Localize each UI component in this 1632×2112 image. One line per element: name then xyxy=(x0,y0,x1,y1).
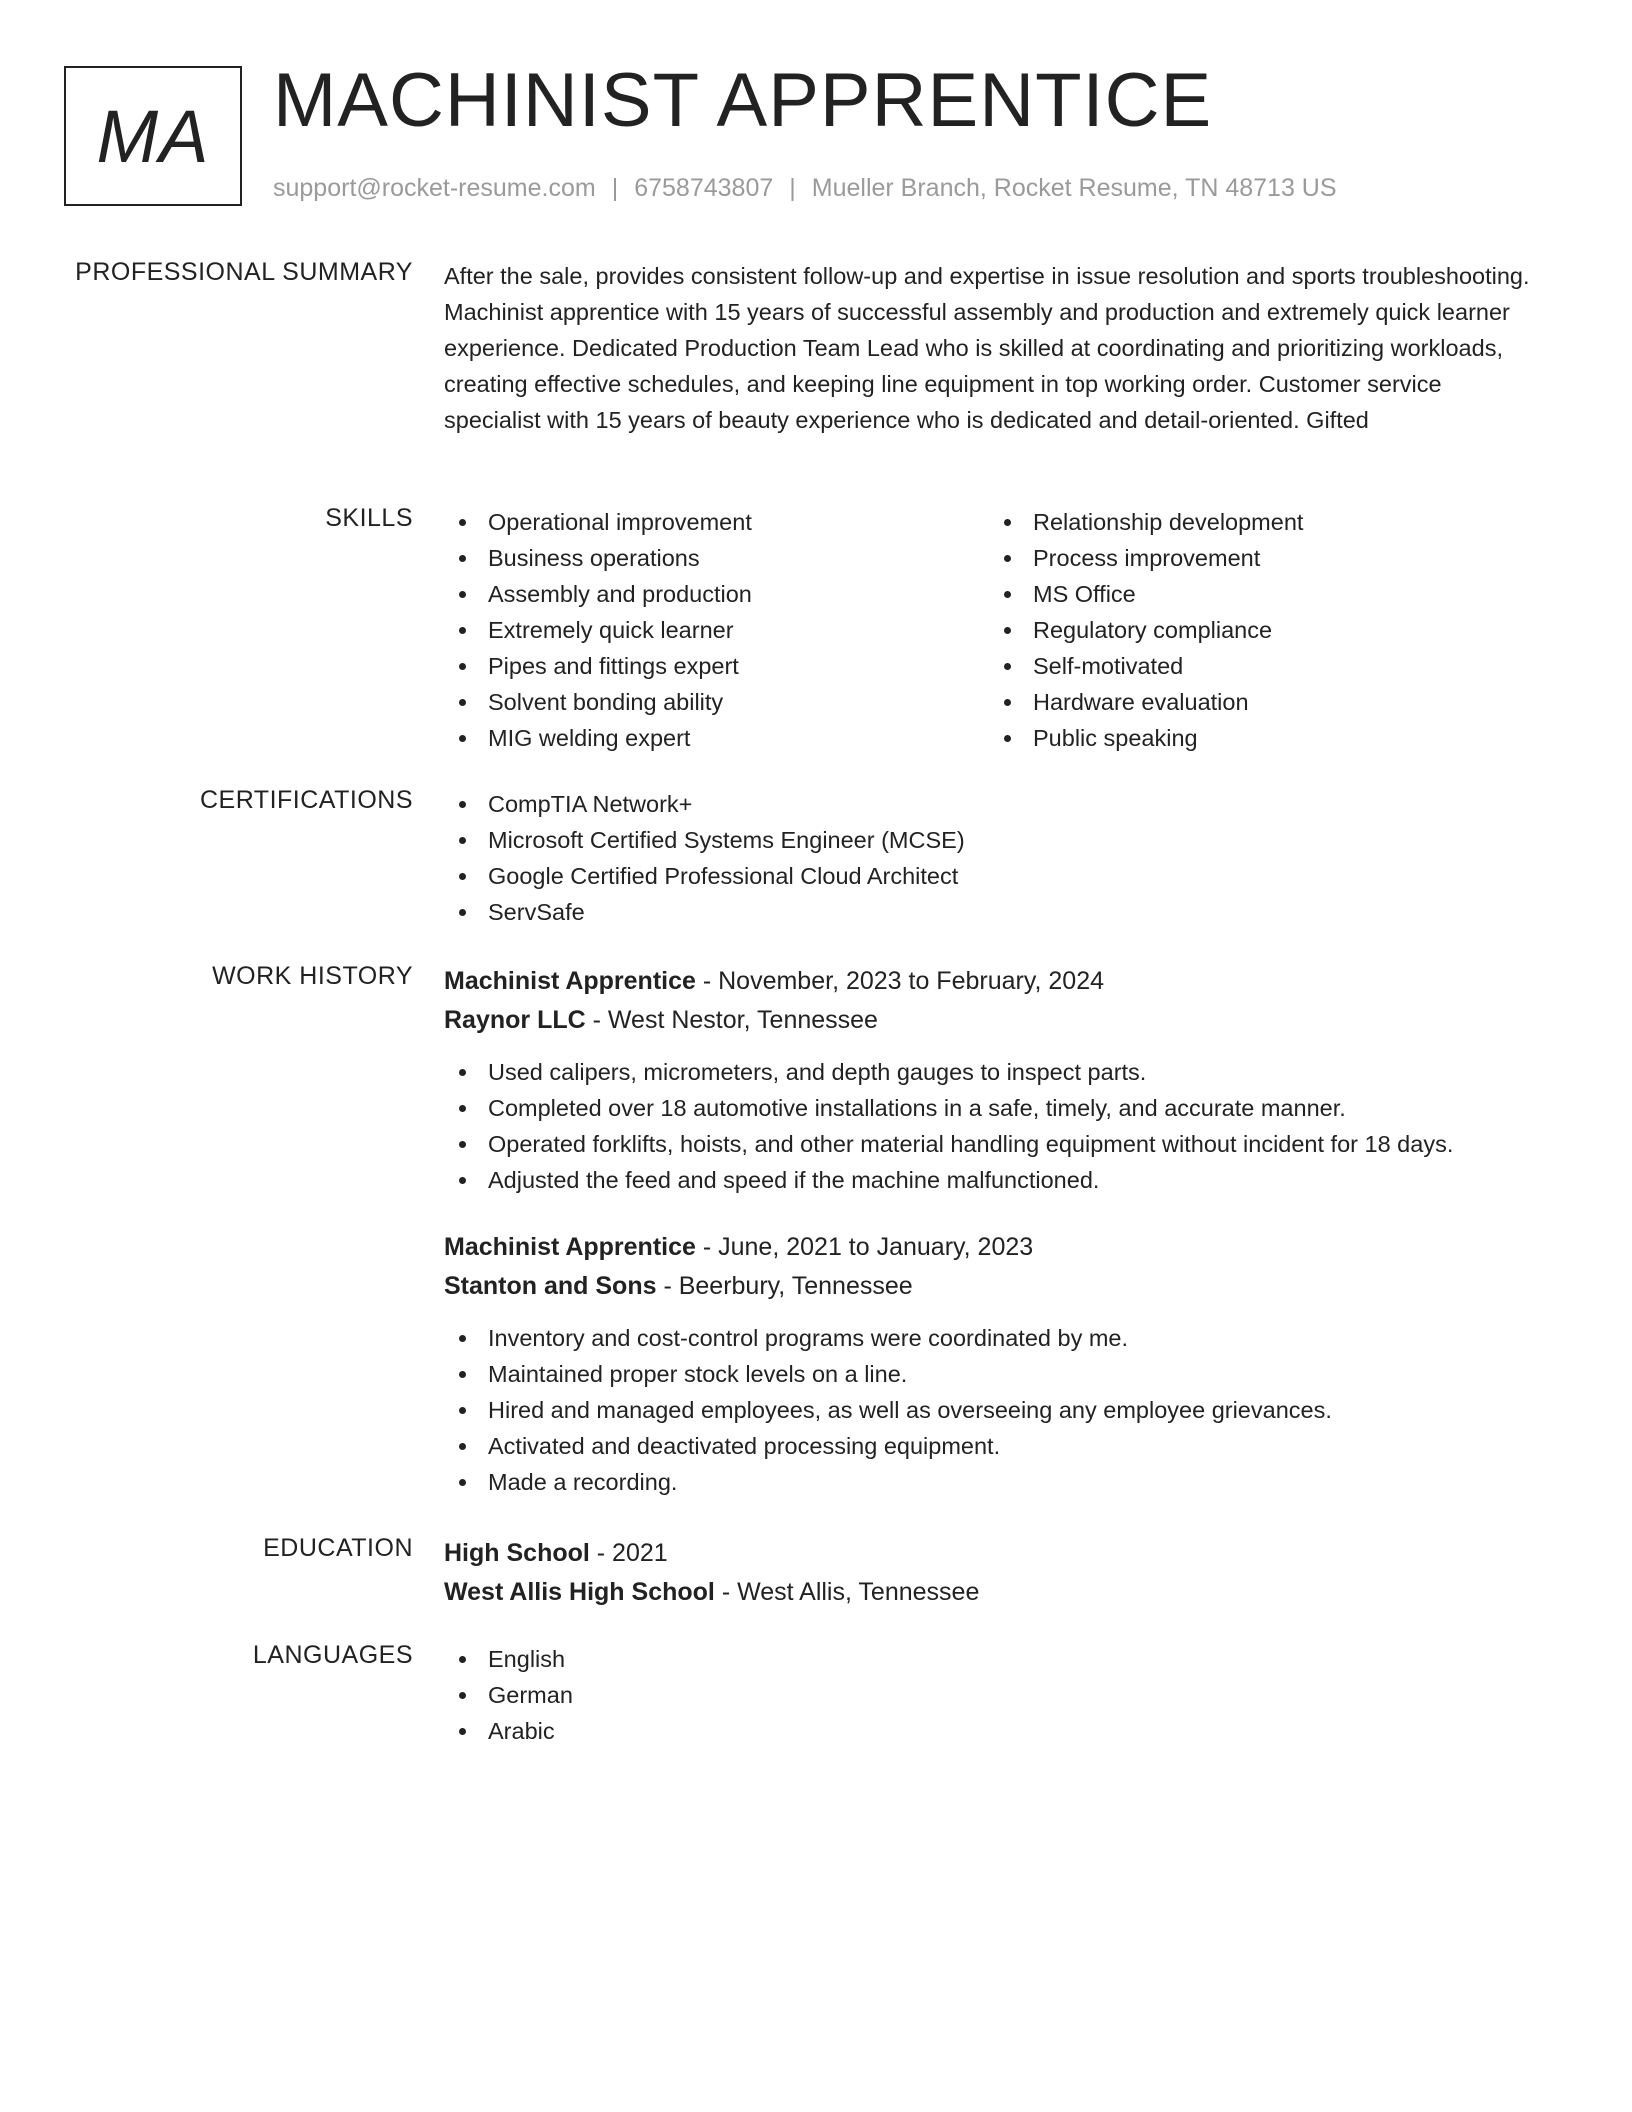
section-label-languages: LANGUAGES xyxy=(252,1641,413,1669)
certification-item: CompTIA Network+ xyxy=(444,786,1534,822)
section-label-work-history: WORK HISTORY xyxy=(212,962,413,990)
skill-item: Business operations xyxy=(444,540,989,576)
job-bullets xyxy=(444,1054,1534,1198)
job-bullet: Adjusted the feed and speed if the machine malfunctioned. xyxy=(444,1162,1534,1198)
job-location: - West Nestor, Tennessee xyxy=(585,1006,878,1034)
skill-item: Assembly and production xyxy=(444,576,989,612)
education-location: - West Allis, Tennessee xyxy=(714,1578,980,1606)
skills-grid xyxy=(444,504,1534,756)
page-title: MACHINIST APPRENTICE xyxy=(273,58,1213,143)
skill-item: Process improvement xyxy=(989,540,1534,576)
education-degree-line xyxy=(444,1534,1534,1573)
job-company-line xyxy=(444,1267,1534,1306)
certification-item: Microsoft Certified Systems Engineer (MCSE) xyxy=(444,822,1534,858)
contact-address: Mueller Branch, Rocket Resume, TN 48713 US xyxy=(811,174,1337,202)
job-bullet: Operated forklifts, hoists, and other material handling equipment without incident for 18 days. xyxy=(444,1126,1534,1162)
job-title-line xyxy=(444,1228,1534,1267)
job-bullet: Inventory and cost-control programs were coordinated by me. xyxy=(444,1320,1534,1356)
job-entry xyxy=(444,1228,1534,1500)
skill-item: Self-motivated xyxy=(989,648,1534,684)
monogram-initials: MA xyxy=(96,94,210,178)
language-item: Arabic xyxy=(444,1713,1534,1749)
education-year: - 2021 xyxy=(589,1539,668,1567)
job-entry xyxy=(444,962,1534,1198)
skill-item: Extremely quick learner xyxy=(444,612,989,648)
language-item: English xyxy=(444,1641,1534,1677)
skills-body xyxy=(444,504,1534,756)
job-bullet: Maintained proper stock levels on a line. xyxy=(444,1356,1534,1392)
summary-body xyxy=(444,258,1534,438)
certification-item: ServSafe xyxy=(444,894,1534,930)
job-dates: - November, 2023 to February, 2024 xyxy=(695,967,1104,995)
skill-item: Hardware evaluation xyxy=(989,684,1534,720)
job-title: Machinist Apprentice xyxy=(444,1233,696,1261)
job-bullet: Completed over 18 automotive installations in a safe, timely, and accurate manner. xyxy=(444,1090,1534,1126)
skill-item: Pipes and fittings expert xyxy=(444,648,989,684)
skill-item: Relationship development xyxy=(989,504,1534,540)
certifications-body xyxy=(444,786,1534,930)
language-item: German xyxy=(444,1677,1534,1713)
section-label-education: EDUCATION xyxy=(263,1534,413,1562)
section-label-certifications: CERTIFICATIONS xyxy=(199,786,413,814)
monogram-box xyxy=(64,66,242,206)
job-bullets xyxy=(444,1320,1534,1500)
job-title: Machinist Apprentice xyxy=(444,967,696,995)
job-company: Stanton and Sons xyxy=(444,1272,657,1300)
contact-separator: | xyxy=(789,174,796,202)
education-school-line xyxy=(444,1573,1534,1612)
languages-list xyxy=(444,1641,1534,1749)
skill-item: MIG welding expert xyxy=(444,720,989,756)
skills-list-left xyxy=(444,504,989,756)
education-body xyxy=(444,1534,1534,1612)
skill-item: MS Office xyxy=(989,576,1534,612)
job-bullet: Made a recording. xyxy=(444,1464,1534,1500)
contact-separator: | xyxy=(611,174,619,202)
skill-item: Operational improvement xyxy=(444,504,989,540)
contact-phone: 6758743807 xyxy=(634,174,774,202)
job-company-line xyxy=(444,1001,1534,1040)
section-label-skills: SKILLS xyxy=(325,504,413,532)
certification-item: Google Certified Professional Cloud Architect xyxy=(444,858,1534,894)
contact-line xyxy=(273,174,1337,203)
job-bullet: Activated and deactivated processing equipment. xyxy=(444,1428,1534,1464)
skill-item: Solvent bonding ability xyxy=(444,684,989,720)
job-dates: - June, 2021 to January, 2023 xyxy=(695,1233,1034,1261)
skill-item: Regulatory compliance xyxy=(989,612,1534,648)
skill-item: Public speaking xyxy=(989,720,1534,756)
work-history-body xyxy=(444,962,1534,1500)
certifications-list xyxy=(444,786,1534,930)
skills-column-left xyxy=(444,504,989,756)
languages-body xyxy=(444,1641,1534,1749)
job-company: Raynor LLC xyxy=(444,1006,586,1034)
summary-text: After the sale, provides consistent follow-up and expertise in issue resolution and sports troubleshooting. Machinist apprentice with 15 years of successful assembly and production and extremely quick learner experience. Dedicated Production Team Lead who is skilled at coordinating and prioritizing workloads, creating effective schedules, and keeping line equipment in top working order. Customer service specialist with 15 years of beauty experience who is dedicated and detail-oriented. Gifted xyxy=(444,263,1530,433)
job-bullet: Used calipers, micrometers, and depth gauges to inspect parts. xyxy=(444,1054,1534,1090)
job-bullet: Hired and managed employees, as well as overseeing any employee grievances. xyxy=(444,1392,1534,1428)
education-degree: High School xyxy=(444,1539,590,1567)
skills-column-right xyxy=(989,504,1534,756)
job-location: - Beerbury, Tennessee xyxy=(656,1272,913,1300)
skills-list-right xyxy=(989,504,1534,756)
contact-email: support@rocket-resume.com xyxy=(273,174,596,202)
section-label-summary: PROFESSIONAL SUMMARY xyxy=(75,258,413,286)
job-title-line xyxy=(444,962,1534,1001)
education-school: West Allis High School xyxy=(444,1578,715,1606)
